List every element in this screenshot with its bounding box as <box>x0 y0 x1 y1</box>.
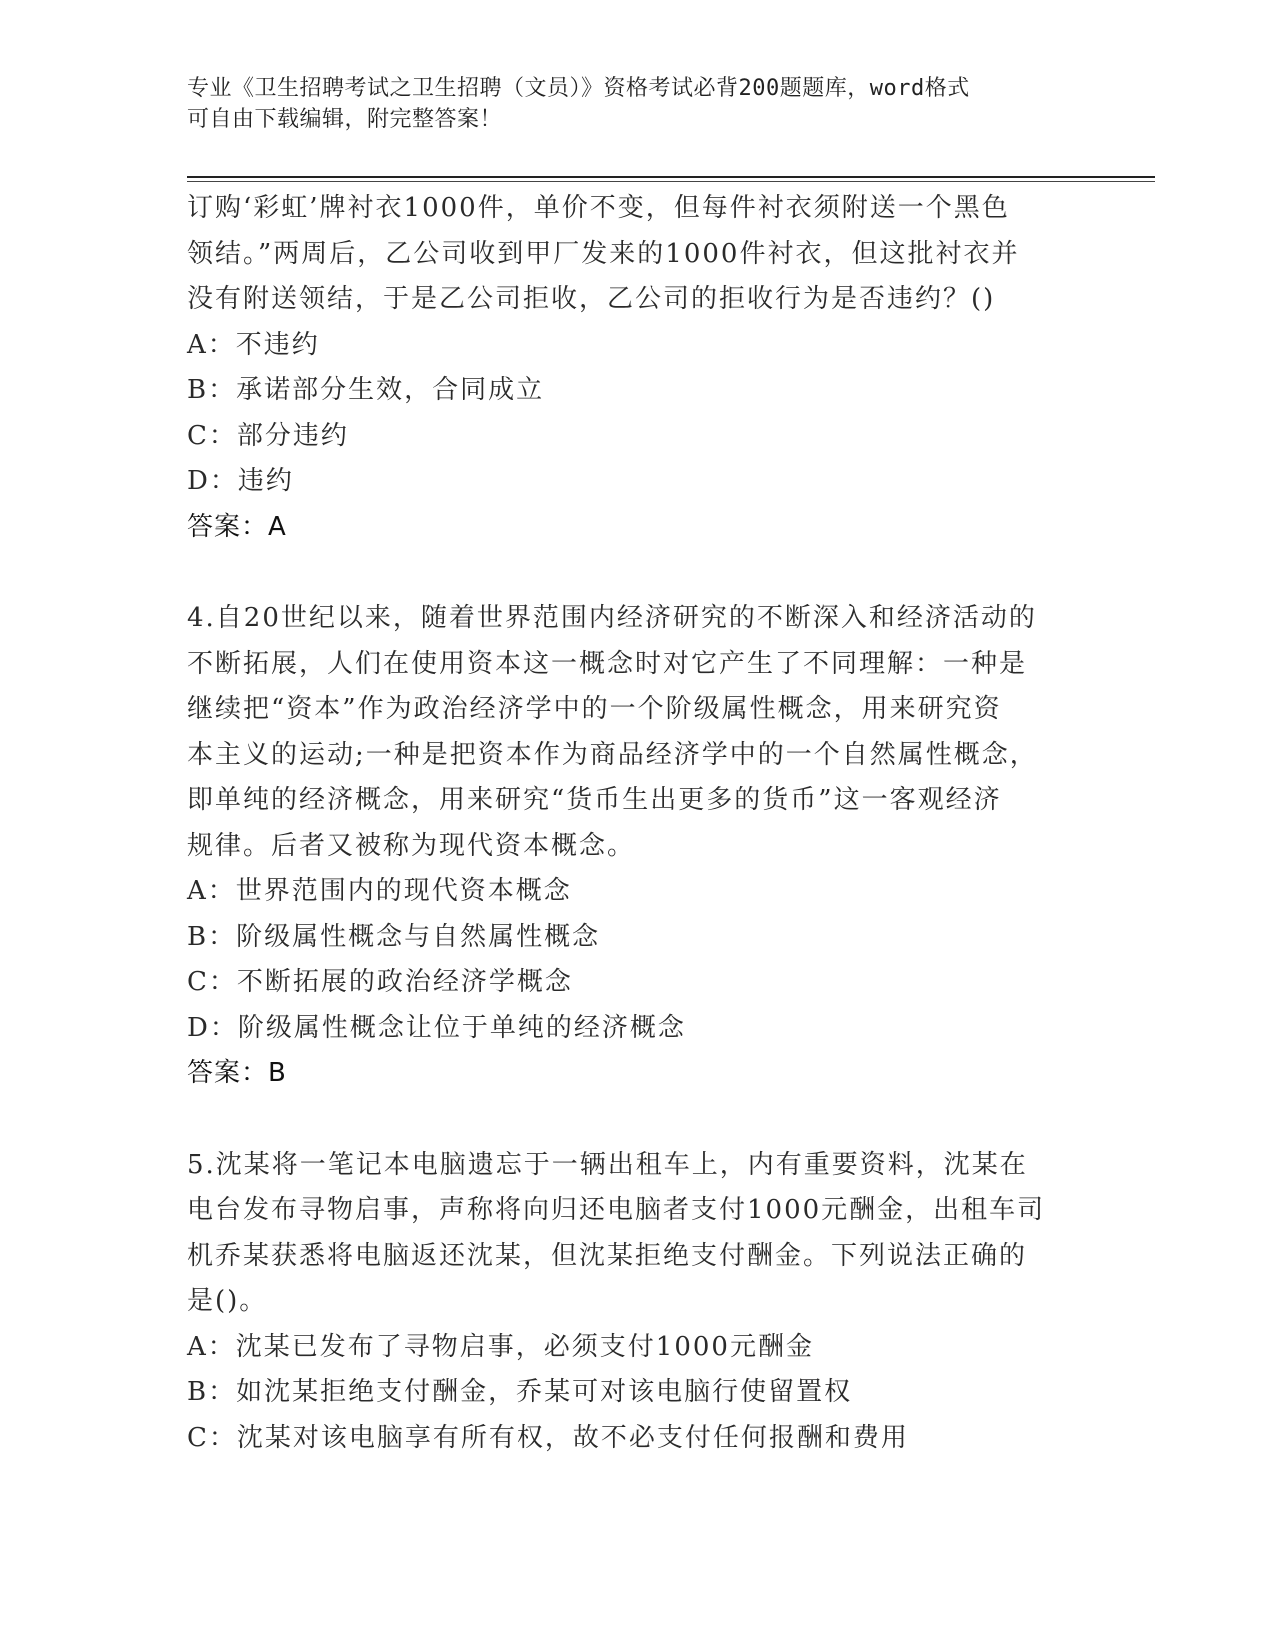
question-3 <box>187 186 1087 550</box>
question-3-line: 没有附送领结，于是乙公司拒收，乙公司的拒收行为是否违约？() <box>187 284 996 314</box>
question-5-option-b: B：如沈某拒绝支付酬金，乔某可对该电脑行使留置权 <box>187 1377 853 1407</box>
page-header <box>187 73 1087 135</box>
question-5-option-c: C：沈某对该电脑享有所有权，故不必支付任何报酬和费用 <box>187 1422 909 1453</box>
question-4-stem <box>187 596 1087 869</box>
question-5-line: 5.沈某将一笔记本电脑遗忘于一辆出租车上，内有重要资料，沈某在 <box>187 1149 1028 1180</box>
question-3-option-c: C：部分违约 <box>187 420 349 451</box>
spacer <box>187 1097 1087 1143</box>
question-5 <box>187 1143 1087 1462</box>
question-3-stem <box>187 186 1087 323</box>
question-5-line: 机乔某获悉将电脑返还沈某，但沈某拒绝支付酬金。下列说法正确的 <box>187 1240 1028 1271</box>
question-4-answer: 答案：B <box>187 1058 287 1088</box>
question-4 <box>187 596 1087 1097</box>
question-3-option-a: A：不违约 <box>187 329 320 360</box>
question-3-option-d: D：违约 <box>187 466 294 496</box>
header-rule-thin <box>187 181 1155 182</box>
question-4-option-a: A：世界范围内的现代资本概念 <box>187 876 572 906</box>
question-content <box>187 186 1087 1461</box>
question-4-line: 4.自20世纪以来，随着世界范围内经济研究的不断深入和经济活动的 <box>187 603 1037 633</box>
header-title-line-2: 可自由下载编辑，附完整答案！ <box>187 107 503 132</box>
question-4-option-c: C：不断拓展的政治经济学概念 <box>187 967 573 997</box>
question-5-option-a: A：沈某已发布了寻物启事，必须支付1000元酬金 <box>187 1331 814 1362</box>
question-4-line: 规律。后者又被称为现代资本概念。 <box>187 830 636 861</box>
question-3-option-b: B：承诺部分生效，合同成立 <box>187 375 545 405</box>
question-3-line: 订购‘彩虹’牌衬衣1000件，单价不变，但每件衬衣须附送一个黑色 <box>187 193 1010 223</box>
question-3-answer: 答案：A <box>187 511 287 542</box>
question-4-line: 本主义的运动;一种是把资本作为商品经济学中的一个自然属性概念， <box>187 739 1038 770</box>
question-5-line: 是()。 <box>187 1286 268 1316</box>
question-5-stem <box>187 1143 1087 1325</box>
question-4-line: 不断拓展，人们在使用资本这一概念时对它产生了不同理解：一种是 <box>187 648 1028 679</box>
question-4-option-b: B：阶级属性概念与自然属性概念 <box>187 921 601 952</box>
question-5-line: 电台发布寻物启事，声称将向归还电脑者支付1000元酬金，出租车司 <box>187 1195 1046 1225</box>
spacer <box>187 550 1087 596</box>
question-4-option-d: D：阶级属性概念让位于单纯的经济概念 <box>187 1012 686 1043</box>
header-title-line-1: 专业《卫生招聘考试之卫生招聘（文员）》资格考试必背200题题库，word格式 <box>187 76 970 101</box>
header-rule-thick <box>187 176 1155 178</box>
question-3-line: 领结。”两周后，乙公司收到甲厂发来的1000件衬衣，但这批衬衣并 <box>187 238 1020 269</box>
question-4-line: 即单纯的经济概念，用来研究“货币生出更多的货币”这一客观经济 <box>187 785 1002 815</box>
question-4-line: 继续把“资本”作为政治经济学中的一个阶级属性概念，用来研究资 <box>187 694 1002 724</box>
